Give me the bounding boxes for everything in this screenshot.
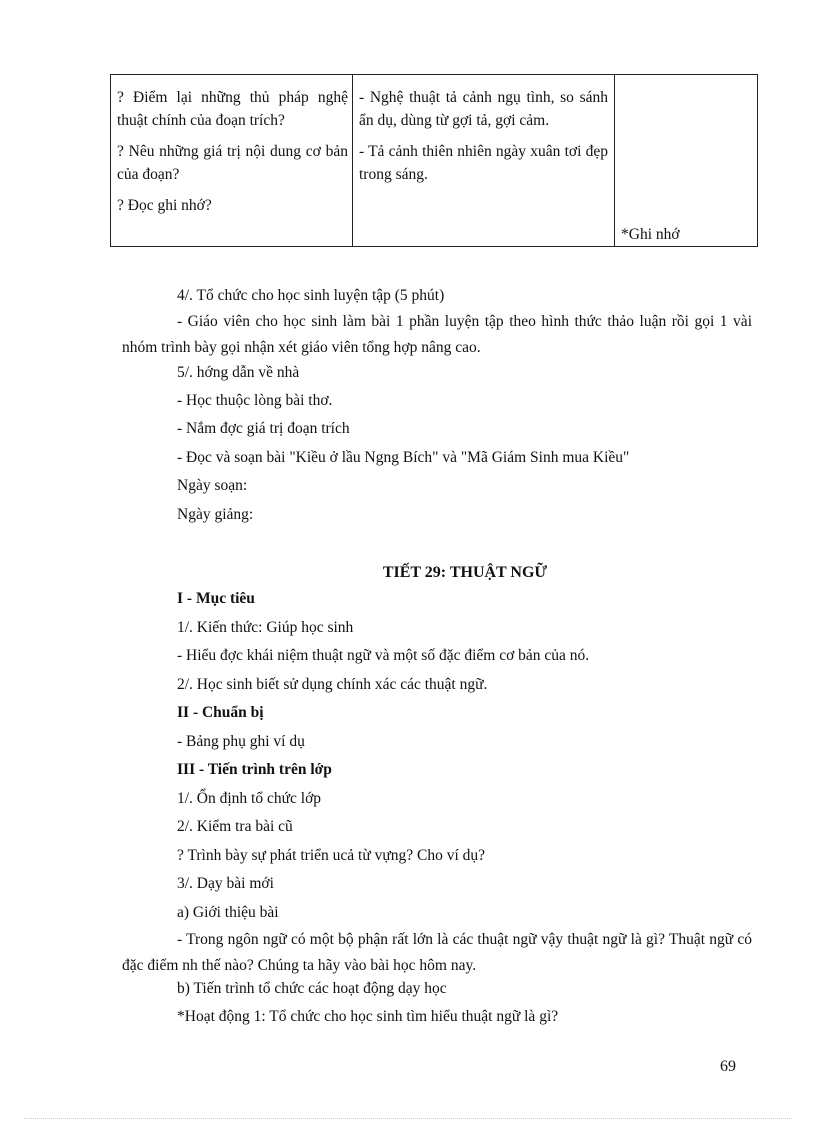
body-line: 2/. Học sinh biết sử dụng chính xác các thuật ngữ.	[177, 676, 488, 693]
section-heading-objectives: I - Mục tiêu	[177, 590, 255, 607]
section-heading-preparation: II - Chuẩn bị	[177, 704, 264, 721]
table-cell-text: ? Đọc ghi nhớ?	[117, 197, 212, 214]
body-line: 2/. Kiểm tra bài cũ	[177, 818, 293, 835]
homework-item: - Đọc và soạn bài "Kiều ở lầu Ngng Bích" và "Mã Giám Sinh mua Kiều"	[177, 449, 630, 466]
lesson-table	[110, 74, 758, 247]
page-number: 69	[720, 1058, 736, 1075]
body-line: ? Trình bày sự phát triển ucả từ vựng? Cho ví dụ?	[177, 847, 486, 864]
table-column-answers	[353, 75, 615, 246]
body-line: b) Tiến trình tổ chức các hoạt động dạy học	[177, 980, 447, 997]
body-line: a) Giới thiệu bài	[177, 904, 279, 921]
body-line: - Bảng phụ ghi ví dụ	[177, 733, 305, 750]
teach-date-label: Ngày giảng:	[177, 506, 254, 523]
table-column-teacher-questions	[111, 75, 353, 246]
body-line: 3/. Dạy bài mới	[177, 875, 274, 892]
body-line: *Hoạt động 1: Tổ chức cho học sinh tìm hiểu thuật ngữ là gì?	[177, 1008, 559, 1025]
prep-date-label: Ngày soạn:	[177, 477, 248, 494]
table-cell-text: - Tả cảnh thiên nhiên ngày xuân tơi đẹp trong sáng.	[359, 143, 608, 183]
body-line: - Hiểu đợc khái niệm thuật ngữ và một số đặc điểm cơ bản của nó.	[177, 647, 590, 664]
table-cell-text: ? Nêu những giá trị nội dung cơ bản của đoạn?	[117, 143, 348, 183]
table-column-notes	[615, 75, 757, 246]
homework-item: - Nắm đợc giá trị đoạn trích	[177, 420, 350, 437]
practice-heading: 4/. Tổ chức cho học sinh luyện tập (5 phút)	[177, 287, 445, 304]
homework-heading: 5/. hớng dẫn về nhà	[177, 364, 300, 381]
section-heading-procedure: III - Tiến trình trên lớp	[177, 761, 332, 778]
intro-paragraph: - Trong ngôn ngữ có một bộ phận rất lớn là các thuật ngữ vậy thuật ngữ là gì? Thuật ngữ có đặc điểm nh thế nào? Chúng ta hãy vào bài học hôm nay.	[122, 931, 752, 974]
table-cell-text: ? Điểm lại những thủ pháp nghệ thuật chính của đoạn trích?	[117, 89, 348, 129]
lesson-title: TIẾT 29: THUẬT NGỮ	[382, 564, 548, 581]
bottom-dotted-rule	[24, 1118, 792, 1119]
body-line: 1/. Kiến thức: Giúp học sinh	[177, 619, 354, 636]
table-note: *Ghi nhớ	[621, 226, 680, 243]
homework-item: - Học thuộc lòng bài thơ.	[177, 392, 333, 409]
table-cell-text: - Nghệ thuật tả cảnh ngụ tình, so sánh ẩn dụ, dùng từ gợi tả, gợi cảm.	[359, 89, 608, 129]
practice-paragraph: - Giáo viên cho học sinh làm bài 1 phần luyện tập theo hình thức thảo luận rồi gọi 1 vài nhóm trình bày gọi nhận xét giáo viên tổng hợp nâng cao.	[122, 313, 752, 356]
body-line: 1/. Ổn định tổ chức lớp	[177, 790, 322, 807]
